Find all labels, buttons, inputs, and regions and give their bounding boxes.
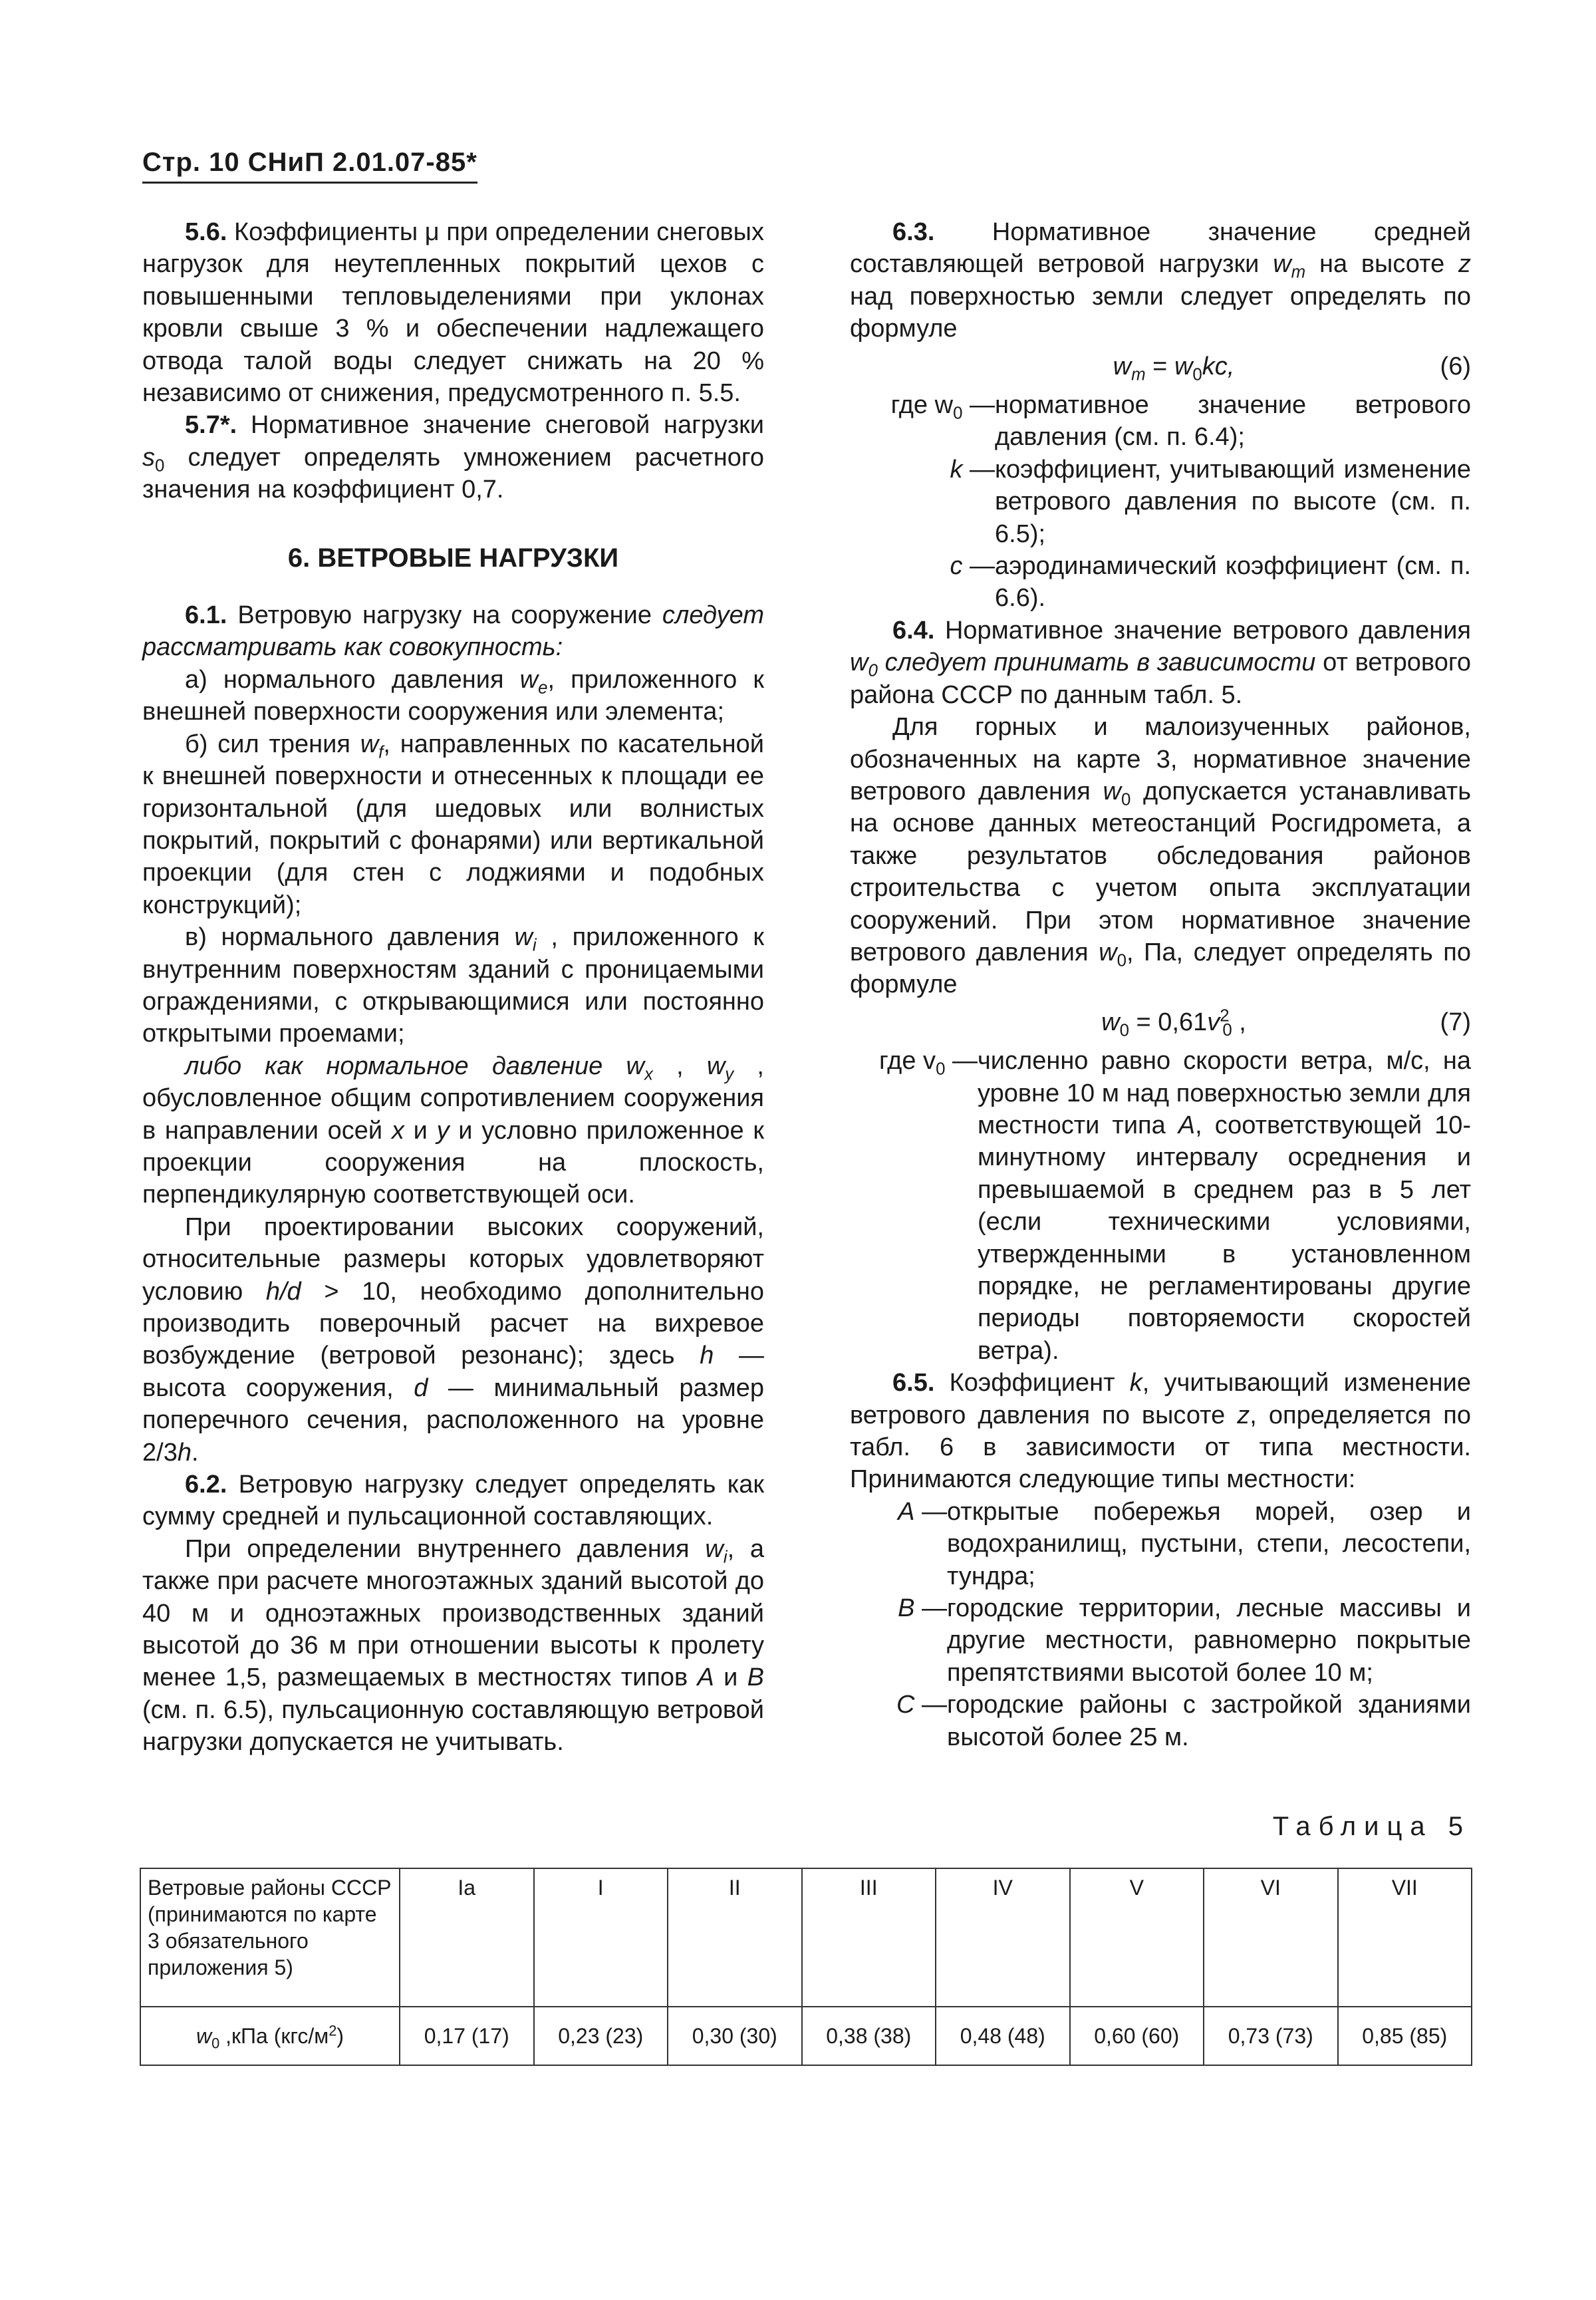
symbol: w: [1101, 1008, 1120, 1036]
formula-6: [850, 351, 1471, 382]
text: — высота сооружения,: [142, 1342, 764, 1402]
subscript: i: [532, 936, 537, 955]
table-cell-value: 0,60 (60): [1070, 2007, 1204, 2065]
symbol: v: [1207, 1008, 1220, 1036]
text: =: [1145, 352, 1174, 380]
terrain-type-c: [850, 1689, 1471, 1753]
text: а) нормального давления: [185, 665, 520, 694]
table-cell-value: 0,38 (38): [802, 2007, 936, 2065]
formula-number: (6): [1440, 352, 1471, 380]
definition-term: [850, 1045, 978, 1367]
formula-7: [850, 1006, 1471, 1038]
symbol: w: [706, 1052, 726, 1080]
table-row-header: Ветровые районы СССР (принимаются по карте 3 обязательного приложения 5): [140, 1868, 400, 2007]
text-italic: либо как нормальное давление: [185, 1052, 626, 1080]
subscript: e: [538, 678, 548, 698]
text: где w: [890, 391, 954, 420]
symbol: A: [697, 1663, 714, 1692]
table-cell-value: 0,73 (73): [1204, 2007, 1338, 2065]
definition-text: городские районы с застройкой зданиями высотой более 25 м.: [947, 1691, 1471, 1751]
symbol: w: [1273, 250, 1291, 279]
text: , направленных по касательной к внешней поверхности и отнесенных к площади ее горизонтальной (для шедовых или волнистых покрытий, покрытий с фонарями) или вертикальной проекции (для стен с лоджиями и подобных конструкций);: [142, 730, 764, 919]
subscript: m: [1131, 365, 1146, 384]
high-structures-paragraph: [142, 1211, 764, 1469]
text: При проектировании высоких сооружений, относительные размеры которых удовлетворяют условию: [142, 1213, 764, 1306]
dash: —: [962, 552, 995, 581]
definition-text: городские территории, лесные массивы и другие местности, равномерно покрытые препятствиями высотой более 10 м;: [947, 1594, 1471, 1687]
definition-term: [850, 1592, 947, 1689]
definition-w0: [850, 389, 1471, 454]
subscript: 0: [1222, 1021, 1232, 1040]
clause-text: Коэффициенты μ при определении снеговых нагрузок для неутепленных покрытий цехов с повышенными тепловыделениями при уклонах кровли свыше 3 % и обеспечении надлежащего отвода талой воды следует снижать на 20 % независимо от снижения, предусмотренного п. 5.5.: [142, 218, 764, 408]
dash: —: [914, 1691, 947, 1719]
text: от ветрового района СССР по данным табл. 5.: [850, 648, 1471, 709]
text: б) сил трения: [185, 730, 360, 758]
table-cell-region: III: [802, 1868, 936, 2007]
symbol: z: [1458, 250, 1471, 279]
text: , соответствующей 10-минутному интервалу осреднения и превышаемой в среднем раз в 5 лет (если техническими условиями, утвержденными в установленном порядке, не регламентированы другие периоды повторяемости скоростей ветра).: [978, 1111, 1471, 1365]
definition-text: открытые побережья морей, озер и водохранилищ, пустыни, степи, лесостепи, тундра;: [947, 1497, 1471, 1590]
symbol: w: [1099, 938, 1117, 966]
subscript: x: [644, 1065, 653, 1084]
right-column: [850, 216, 1471, 1753]
symbol: s: [142, 443, 155, 472]
terrain-types: [850, 1496, 1471, 1753]
paragraph-5-6: [142, 216, 764, 409]
dash: —: [962, 455, 995, 484]
text-italic: следует рассматривать как совокупность:: [142, 601, 764, 662]
text-italic: следует принимать в зависимости: [877, 648, 1316, 677]
dash: —: [945, 1047, 978, 1076]
definition-term: [850, 389, 995, 454]
subscript: y: [725, 1065, 734, 1084]
paragraph-6-1: [142, 599, 764, 664]
table-cell-region: IV: [936, 1868, 1070, 2007]
text: ): [336, 2024, 344, 2048]
subscript: 0: [1192, 365, 1202, 384]
formula-number: (7): [1440, 1008, 1471, 1036]
symbol: z: [1237, 1401, 1250, 1429]
table-cell-region: II: [668, 1868, 802, 2007]
text: , обусловленное общим сопротивлением сооружения в направлении осей: [142, 1052, 764, 1145]
text: = 0,61: [1129, 1008, 1208, 1036]
symbol: w: [514, 923, 533, 952]
symbol: C: [896, 1691, 915, 1719]
formula-6-definitions: [850, 389, 1471, 615]
clause-number: 6.5.: [892, 1369, 935, 1397]
text: и: [714, 1663, 747, 1692]
subscript: 0: [868, 661, 878, 680]
symbol: B: [747, 1663, 765, 1692]
text: , а также при расчете многоэтажных зданий высотой до 40 м и одноэтажных производственных зданий высотой до 36 м при отношении высоты к пролету менее 1,5, размещаемых в местностях типов: [142, 1534, 765, 1692]
terrain-type-b: [850, 1592, 1471, 1689]
symbol: w: [850, 648, 868, 677]
text: Нормативное значение средней составляющей ветровой нагрузки: [850, 218, 1471, 279]
clause-number: 6.4.: [892, 616, 935, 645]
symbol: w: [196, 2024, 212, 2048]
subscript: f: [378, 743, 384, 762]
text: Ветровую нагрузку на сооружение: [227, 601, 662, 630]
symbol: A: [898, 1497, 915, 1526]
text: , Па, следует определять по формуле: [850, 938, 1471, 999]
table-5: [140, 1868, 1472, 2066]
symbol: h/d: [265, 1277, 301, 1306]
formula-expression: [850, 1006, 1418, 1038]
text: , приложенного к внутренним поверхностям зданий с проницаемыми ограждениями, с открывающимися или постоянно открытыми проемами;: [142, 923, 764, 1048]
paragraph-6-2: [142, 1469, 764, 1533]
text: следует определять умножением расчетного значения на коэффициент 0,7.: [142, 443, 764, 504]
table-cell-region: I: [534, 1868, 668, 2007]
definition-text: нормативное значение ветрового давления (см. п. 6.4);: [995, 391, 1471, 452]
formula-7-definitions: [850, 1045, 1471, 1367]
dash: —: [914, 1594, 947, 1623]
dash: —: [962, 391, 995, 420]
clause-number: 6.1.: [185, 601, 227, 630]
table-cell-region: VII: [1338, 1868, 1472, 2007]
paragraph-6-4: [850, 615, 1471, 711]
subscript: 0: [211, 2035, 220, 2052]
subscript: 0: [953, 404, 963, 423]
symbol: k: [1129, 1369, 1142, 1397]
text: на высоте: [1305, 250, 1458, 279]
text: Нормативное значение ветрового давления: [934, 616, 1471, 645]
table-cell-value: 0,23 (23): [534, 2007, 668, 2065]
symbol: w: [1113, 352, 1132, 380]
text: — минимальный размер поперечного сечения, расположенного на уровне 2/3: [142, 1373, 764, 1467]
definition-c: [850, 550, 1471, 615]
left-column: [142, 216, 764, 1759]
symbol: h: [700, 1342, 714, 1370]
clause-number: 6.3.: [892, 218, 935, 246]
symbol: k: [950, 455, 963, 484]
paragraph-6-5: [850, 1367, 1471, 1496]
item-b: [142, 728, 764, 921]
text: (см. п. 6.5), пульсационную составляющую ветровой нагрузки допускается не учитывать.: [142, 1695, 764, 1757]
superscript: 2: [329, 2022, 337, 2039]
superscript: 2: [1220, 1006, 1230, 1026]
text: ,кПа (кгс/м: [219, 2024, 329, 2048]
table-caption: Таблица 5: [1272, 1812, 1471, 1841]
symbol: x: [391, 1116, 404, 1145]
symbol: w: [519, 665, 539, 694]
clause-number: 5.6.: [185, 218, 227, 246]
table-cell-value: 0,85 (85): [1338, 2007, 1472, 2065]
table-cell-value: 0,30 (30): [668, 2007, 802, 2065]
symbol: w: [1103, 777, 1121, 805]
symbol: y: [436, 1116, 450, 1145]
subscript: 0: [1117, 951, 1127, 970]
page-header: Стр. 10 СНиП 2.01.07-85*: [142, 148, 477, 184]
text: ,: [652, 1052, 707, 1080]
text: в) нормального давления: [185, 923, 515, 952]
symbol: h: [177, 1438, 192, 1467]
table-cell-region: Ia: [400, 1868, 534, 2007]
symbol: c: [950, 552, 963, 581]
definition-v0: [850, 1045, 1471, 1367]
text: ,: [1232, 1008, 1246, 1036]
text: , определяется по табл. 6 в зависимости от типа местности. Принимаются следующие типы местности:: [850, 1401, 1472, 1494]
text: При определении внутреннего давления: [185, 1534, 706, 1563]
text: где v: [879, 1047, 936, 1076]
symbol: d: [414, 1373, 428, 1402]
text: > 10, необходимо дополнительно производить поверочный расчет на вихревое возбуждение (ветровой резонанс); здесь: [142, 1277, 765, 1370]
text: , приложенного к внешней поверхности сооружения или элемента;: [142, 665, 764, 726]
text: Нормативное значение снеговой нагрузки: [237, 411, 764, 440]
mountain-regions-paragraph: [850, 711, 1471, 1001]
text: численно равно скорости ветра, м/с, на уровне 10 м над поверхностью земли для местности типа: [978, 1047, 1471, 1139]
definition-term: [850, 454, 995, 550]
subscript: 0: [155, 456, 165, 476]
symbol: w: [1174, 352, 1193, 380]
alternative-paragraph: [142, 1050, 764, 1211]
table-cell-value: 0,17 (17): [400, 2007, 534, 2065]
internal-pressure-paragraph: [142, 1533, 764, 1759]
dash: —: [914, 1497, 947, 1526]
text: и: [404, 1116, 437, 1145]
subscript: 0: [936, 1060, 946, 1079]
text: Для горных и малоизученных районов, обозначенных на карте 3, нормативное значение ветрового давления: [850, 713, 1471, 805]
subscript: 0: [1119, 1021, 1129, 1040]
formula-expression: [850, 351, 1418, 382]
text: .: [191, 1438, 199, 1467]
symbol: w: [705, 1534, 724, 1563]
clause-number: 5.7*.: [185, 411, 237, 440]
definition-term: [850, 550, 995, 615]
symbol: B: [898, 1594, 915, 1623]
symbol: kc,: [1202, 352, 1235, 380]
paragraph-6-3: [850, 216, 1471, 345]
table-cell-region: VI: [1204, 1868, 1338, 2007]
text: и условно приложенное к проекции сооружения на плоскость, перпендикулярную соответствующей оси.: [142, 1116, 764, 1209]
text: , учитывающий изменение ветрового давления по высоте: [850, 1369, 1471, 1429]
table-row: [140, 1868, 1472, 2007]
symbol: w: [360, 730, 379, 758]
table-cell-region: V: [1070, 1868, 1204, 2007]
clause-number: 6.2.: [185, 1471, 227, 1499]
definition-term: [850, 1689, 947, 1753]
text: Коэффициент: [934, 1369, 1130, 1397]
paragraph-5-7: [142, 409, 764, 505]
definition-text: аэродинамический коэффициент (см. п. 6.6).: [995, 552, 1471, 613]
definition-text: коэффициент, учитывающий изменение ветрового давления по высоте (см. п. 6.5);: [995, 455, 1471, 548]
item-v: [142, 921, 764, 1050]
text: допускается устанавливать на основе данных метеостанций Росгидромета, а также результатов обследования районов строительства с учетом опыта эксплуатации сооружений. При этом нормативное значение ветрового давления: [850, 777, 1471, 966]
subscript: 0: [1121, 790, 1131, 809]
item-a: [142, 664, 764, 728]
symbol: А: [1178, 1111, 1196, 1139]
symbol: w: [626, 1052, 644, 1080]
table-row: [140, 2007, 1472, 2065]
table-cell-value: 0,48 (48): [936, 2007, 1070, 2065]
definition-k: [850, 454, 1471, 550]
subscript: m: [1291, 263, 1306, 282]
definition-text: [978, 1045, 1471, 1367]
subscript: i: [723, 1548, 728, 1567]
text: над поверхностью земли следует определять по формуле: [850, 282, 1471, 343]
terrain-type-a: [850, 1496, 1471, 1592]
text: Ветровую нагрузку следует определять как сумму средней и пульсационной составляющих.: [142, 1471, 764, 1531]
definition-term: [850, 1496, 947, 1592]
section-title: 6. ВЕТРОВЫЕ НАГРУЗКИ: [287, 543, 619, 573]
table-row-header: [140, 2007, 400, 2065]
